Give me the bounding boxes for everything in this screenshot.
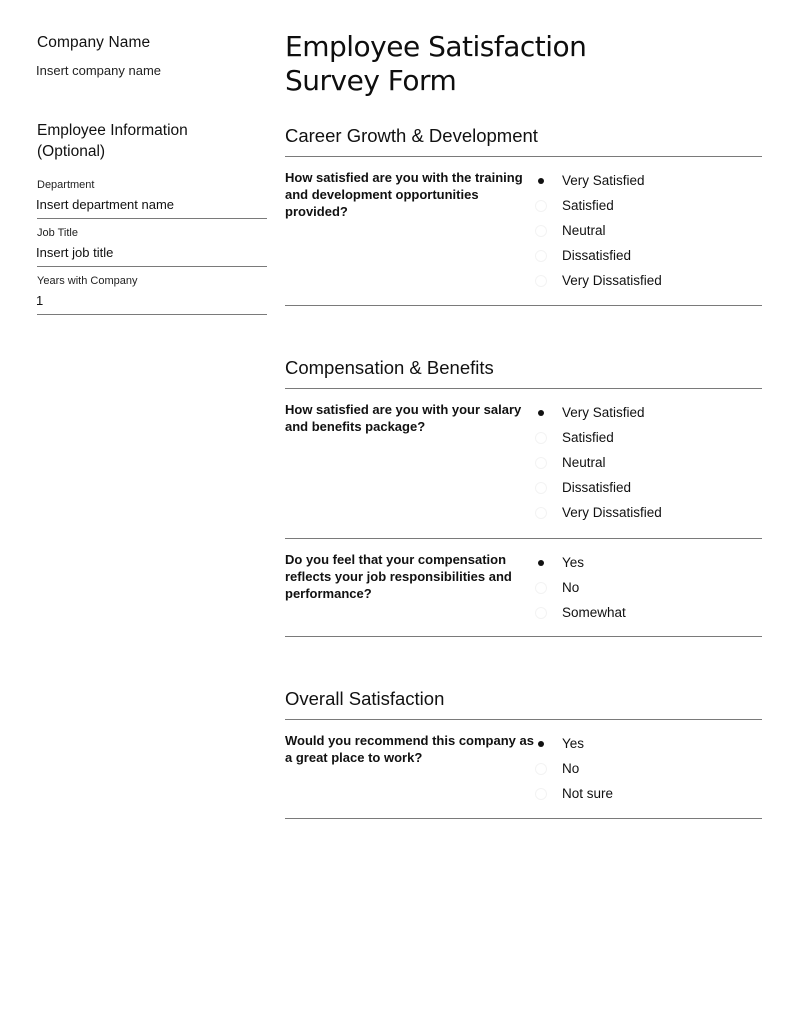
job-title-input[interactable]: Insert job title [36,245,114,260]
option-label: Satisfied [562,197,614,213]
department-input[interactable]: Insert department name [36,197,175,212]
years-with-company-input[interactable]: 1 [36,293,44,308]
option-satisfied[interactable] [535,425,662,450]
option-label: Dissatisfied [562,480,632,496]
radio-unselected-icon[interactable] [535,607,547,619]
question-training-satisfaction [285,157,762,306]
radio-unselected-icon[interactable] [535,788,547,800]
question-recommend-company [285,720,762,819]
option-label: Yes [562,735,585,751]
radio-unselected-icon[interactable] [535,763,547,775]
radio-selected-icon[interactable] [535,407,547,419]
radio-group [535,157,662,305]
radio-group [535,720,613,818]
option-very-satisfied[interactable] [535,400,662,425]
question-text: How satisfied are you with the training and development opportunities provided? [285,170,523,219]
option-not-sure[interactable] [535,781,613,806]
question-text: Do you feel that your compensation reflects your job responsibilities and performance? [285,552,512,601]
page-title [285,30,645,98]
radio-selected-icon[interactable] [535,557,547,569]
option-satisfied[interactable] [535,193,662,218]
radio-unselected-icon[interactable] [535,582,547,594]
option-dissatisfied[interactable] [535,476,662,501]
option-very-dissatisfied[interactable] [535,501,662,526]
radio-unselected-icon[interactable] [535,432,547,444]
radio-unselected-icon[interactable] [535,250,547,262]
department-label: Department [37,179,95,191]
section-title: Overall Satisfaction [285,688,762,720]
question-salary-satisfaction [285,389,762,539]
option-no[interactable] [535,756,613,781]
option-label: Yes [562,554,585,570]
option-neutral[interactable] [535,450,662,475]
question-text: How satisfied are you with your salary and benefits package? [285,402,522,434]
department-field-group [37,179,267,219]
radio-unselected-icon[interactable] [535,507,547,519]
section-title: Career Growth & Development [285,125,762,157]
option-label: Very Satisfied [562,172,645,188]
option-label: Somewhat [562,604,626,620]
page-title-line1: Employee Satisfaction [285,30,587,63]
option-label: Very Satisfied [562,404,645,420]
radio-selected-icon[interactable] [535,175,547,187]
option-dissatisfied[interactable] [535,244,662,269]
option-label: Dissatisfied [562,248,632,264]
job-title-field-group [37,227,267,267]
section-career-growth [285,125,762,306]
radio-unselected-icon[interactable] [535,482,547,494]
section-overall-satisfaction [285,688,762,819]
radio-selected-icon[interactable] [535,738,547,750]
survey-main [285,30,762,819]
option-label: Very Dissatisfied [562,273,662,289]
sidebar [37,34,267,315]
option-label: No [562,760,580,776]
radio-unselected-icon[interactable] [535,457,547,469]
option-label: Satisfied [562,429,614,445]
company-name-label: Company Name [37,34,151,51]
question-compensation-reflects [285,539,762,637]
job-title-label: Job Title [37,227,78,239]
radio-group [525,389,662,538]
option-no[interactable] [535,575,626,600]
option-label: No [562,579,580,595]
employee-info-heading-line1: Employee Information [37,122,188,139]
radio-group [535,539,626,636]
employee-info-heading-line2: (Optional) [37,143,106,160]
option-label: Neutral [562,222,606,238]
years-with-company-field-group [37,275,267,315]
company-name-field[interactable]: Insert company name [36,63,162,78]
option-very-dissatisfied[interactable] [535,269,662,294]
years-with-company-label: Years with Company [37,275,138,287]
option-label: Neutral [562,454,606,470]
radio-unselected-icon[interactable] [535,275,547,287]
option-yes[interactable] [535,731,613,756]
option-label: Not sure [562,785,614,801]
radio-unselected-icon[interactable] [535,225,547,237]
option-label: Very Dissatisfied [562,505,662,521]
option-very-satisfied[interactable] [535,168,662,193]
option-yes[interactable] [535,550,626,575]
question-text: Would you recommend this company as a great place to work? [285,733,534,765]
radio-unselected-icon[interactable] [535,200,547,212]
option-neutral[interactable] [535,218,662,243]
page-title-line2: Survey Form [285,64,457,97]
section-compensation-benefits [285,357,762,637]
employee-info-heading [37,120,267,162]
option-somewhat[interactable] [535,600,626,625]
section-title: Compensation & Benefits [285,357,762,389]
